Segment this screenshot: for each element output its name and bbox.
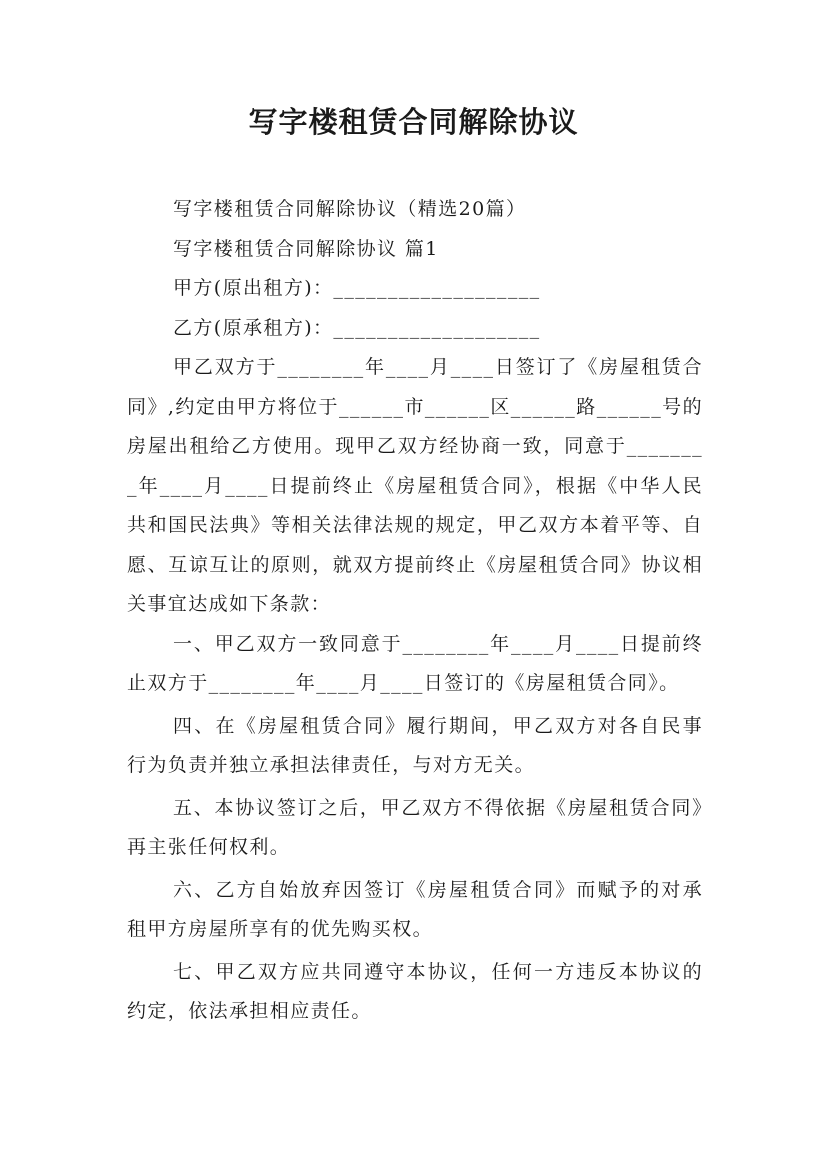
intro-paragraph: 甲乙双方于________年____月____日签订了《房屋租赁合同》,约定由甲方将位于______市______区______路______号的房屋出租给乙方使用。现甲乙双方经协商一致，同意于________年____月____日提前终止《房屋租赁合同》，根据《中华人民共和国民法典》等相关法律法规的规定，甲乙双方本着平等、自愿、互谅互让的原则，就双方提前终止《房屋租赁合同》协议相关事宜达成如下条款：	[127, 356, 703, 615]
document-subtitle: 写字楼租赁合同解除协议（精选20篇）	[173, 198, 527, 220]
party-b-line: 乙方(原承租方)：___________________	[173, 316, 541, 339]
clause-6: 六、乙方自始放弃因签订《房屋租赁合同》而赋予的对承租甲方房屋所享有的优先购买权。	[127, 878, 703, 940]
clause-1: 一、甲乙双方一致同意于________年____月____日提前终止双方于________年____月____日签订的《房屋租赁合同》。	[127, 632, 703, 694]
party-a-line: 甲方(原出租方)：___________________	[173, 277, 541, 299]
document-body	[127, 190, 703, 1032]
section-heading: 写字楼租赁合同解除协议 篇1	[173, 237, 439, 260]
clause-5: 五、本协议签订之后，甲乙双方不得依据《房屋租赁合同》再主张任何权利。	[127, 796, 703, 858]
document-title: 写字楼租赁合同解除协议	[248, 105, 579, 139]
clause-7: 七、甲乙双方应共同遵守本协议，任何一方违反本协议的约定，依法承担相应责任。	[127, 960, 703, 1022]
clause-4: 四、在《房屋租赁合同》履行期间，甲乙双方对各自民事行为负责并独立承担法律责任，与对方无关。	[127, 714, 703, 776]
